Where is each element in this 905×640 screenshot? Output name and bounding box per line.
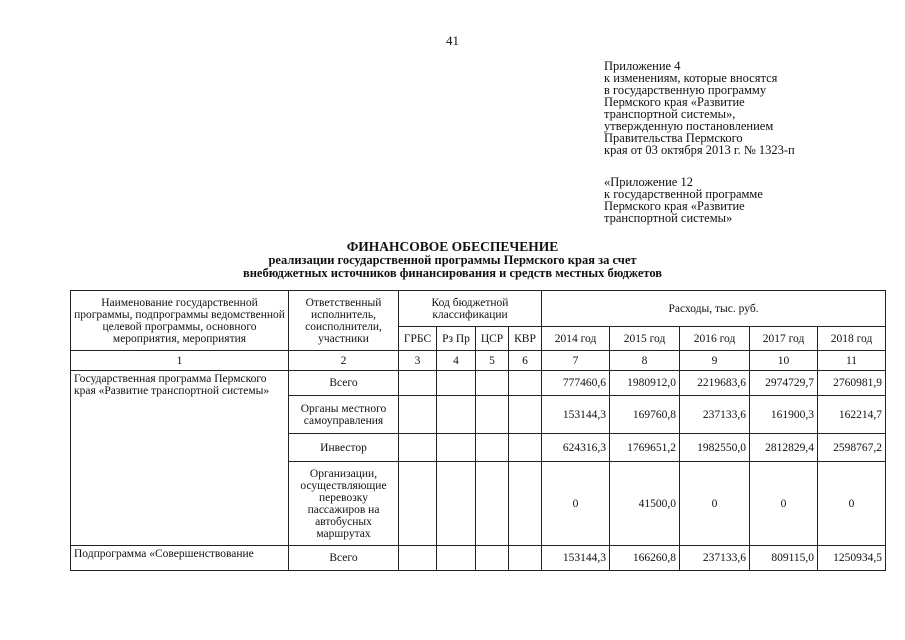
header-expenses: Расходы, тыс. руб. — [542, 291, 886, 327]
code-cell — [509, 434, 542, 462]
value-cell: 0 — [680, 462, 750, 546]
value-cell: 777460,6 — [542, 371, 610, 396]
annex-line: края от 03 октября 2013 г. № 1323-п — [604, 143, 795, 157]
code-cell — [476, 462, 509, 546]
code-cell — [476, 371, 509, 396]
col-number: 3 — [399, 351, 437, 371]
value-cell: 162214,7 — [818, 396, 886, 434]
code-cell — [476, 434, 509, 462]
col-number: 8 — [610, 351, 680, 371]
value-cell: 237133,6 — [680, 546, 750, 571]
col-number: 7 — [542, 351, 610, 371]
code-cell — [509, 396, 542, 434]
code-cell — [399, 396, 437, 434]
financing-table — [70, 290, 886, 571]
col-number: 5 — [476, 351, 509, 371]
value-cell: 2598767,2 — [818, 434, 886, 462]
program-name-cell: Государственная программа Пермского края «Развитие транспортной системы» — [71, 371, 289, 546]
code-cell — [509, 462, 542, 546]
header-year: 2014 год — [542, 327, 610, 351]
value-cell: 1980912,0 — [610, 371, 680, 396]
table-row — [71, 546, 886, 571]
code-cell — [437, 371, 476, 396]
header-code-grbs: ГРБС — [399, 327, 437, 351]
header-name: Наименование государственной программы, подпрограммы ведомственной целевой программы, основного мероприятия, мероприятия — [71, 291, 289, 351]
column-number-row — [71, 351, 886, 371]
code-cell — [509, 371, 542, 396]
value-cell: 166260,8 — [610, 546, 680, 571]
value-cell: 41500,0 — [610, 462, 680, 546]
value-cell: 2760981,9 — [818, 371, 886, 396]
code-cell — [437, 434, 476, 462]
code-cell — [437, 546, 476, 571]
document-subtitle-line: реализации государственной программы Пермского края за счет — [268, 253, 637, 267]
document-subtitle-line: внебюджетных источников финансирования и средств местных бюджетов — [242, 265, 663, 280]
value-cell: 153144,3 — [542, 396, 610, 434]
code-cell — [399, 434, 437, 462]
annex-line: Правительства Пермского — [604, 131, 743, 145]
value-cell: 1769651,2 — [610, 434, 680, 462]
value-cell: 624316,3 — [542, 434, 610, 462]
value-cell: 237133,6 — [680, 396, 750, 434]
col-number: 10 — [750, 351, 818, 371]
annex-line: к изменениям, которые вносятся — [604, 71, 778, 85]
annex-line: в государственную программу — [604, 83, 767, 97]
header-executor: Ответственный исполнитель, соисполнители, участники — [289, 291, 399, 351]
header-budget-code: Код бюджетной классификации — [399, 291, 542, 327]
annex-line: «Приложение 12 — [604, 175, 693, 189]
executor-cell: Всего — [289, 371, 399, 396]
col-number: 1 — [71, 351, 289, 371]
header-year: 2017 год — [750, 327, 818, 351]
value-cell: 2812829,4 — [750, 434, 818, 462]
header-row — [71, 291, 886, 327]
col-number: 6 — [509, 351, 542, 371]
code-cell — [476, 546, 509, 571]
code-cell — [399, 546, 437, 571]
annex-line: транспортной системы» — [604, 211, 733, 225]
header-code-rzpr: Рз Пр — [437, 327, 476, 351]
annex-line: Приложение 4 — [604, 59, 681, 73]
page-number: 41 — [446, 33, 459, 48]
annex-line: Пермского края «Развитие — [604, 95, 745, 109]
code-cell — [509, 546, 542, 571]
header-year: 2015 год — [610, 327, 680, 351]
value-cell: 2219683,6 — [680, 371, 750, 396]
code-cell — [399, 371, 437, 396]
value-cell: 153144,3 — [542, 546, 610, 571]
annex-line: утвержденную постановлением — [604, 119, 774, 133]
value-cell: 1250934,5 — [818, 546, 886, 571]
table-row — [71, 371, 886, 396]
annex-change-block — [604, 60, 795, 156]
value-cell: 1982550,0 — [680, 434, 750, 462]
annex-line: Пермского края «Развитие — [604, 199, 745, 213]
header-code-kvr: КВР — [509, 327, 542, 351]
annex-line: к государственной программе — [604, 187, 763, 201]
executor-cell: Всего — [289, 546, 399, 571]
value-cell: 0 — [750, 462, 818, 546]
executor-cell: Организации, осуществляющие перевозку пассажиров на автобусных маршрутах — [289, 462, 399, 546]
header-year: 2016 год — [680, 327, 750, 351]
code-cell — [437, 396, 476, 434]
value-cell: 161900,3 — [750, 396, 818, 434]
value-cell: 169760,8 — [610, 396, 680, 434]
header-year: 2018 год — [818, 327, 886, 351]
col-number: 2 — [289, 351, 399, 371]
code-cell — [437, 462, 476, 546]
value-cell: 809115,0 — [750, 546, 818, 571]
header-code-csr: ЦСР — [476, 327, 509, 351]
document-title: ФИНАНСОВОЕ ОБЕСПЕЧЕНИЕ — [346, 239, 559, 254]
program-name-cell: Подпрограмма «Совершенствование — [71, 546, 289, 571]
annex-line: транспортной системы», — [604, 107, 736, 121]
col-number: 4 — [437, 351, 476, 371]
code-cell — [476, 396, 509, 434]
value-cell: 2974729,7 — [750, 371, 818, 396]
value-cell: 0 — [542, 462, 610, 546]
col-number: 11 — [818, 351, 886, 371]
value-cell: 0 — [818, 462, 886, 546]
document-title-block — [0, 240, 905, 279]
executor-cell: Органы местного самоуправления — [289, 396, 399, 434]
code-cell — [399, 462, 437, 546]
annex-program-block — [604, 176, 763, 224]
col-number: 9 — [680, 351, 750, 371]
executor-cell: Инвестор — [289, 434, 399, 462]
